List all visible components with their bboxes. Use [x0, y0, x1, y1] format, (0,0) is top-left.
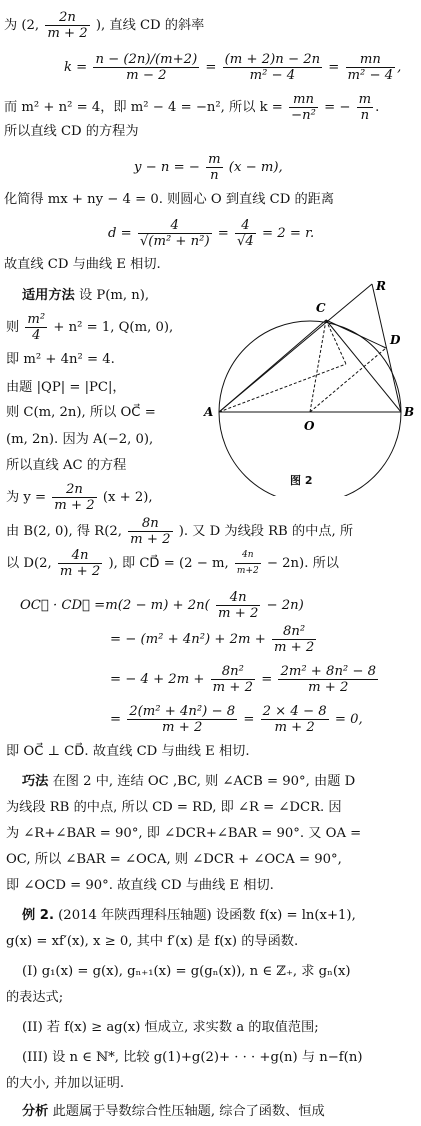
- derivation-line-4: = $\frac{\text{2(m² + 4n²) − 8}}{m + 2}$ = $\frac{2 \times 4 - 8}{m + 2}$ = 0,: [110, 704, 363, 735]
- text-line-1: [4, 10, 204, 41]
- trick-line-5: 即 ∠OCD = 90°. 故直线 CD 与曲线 E 相切.: [6, 878, 274, 893]
- label-C: C: [316, 301, 326, 315]
- derivation-line-2: = − (m² + 4n²) + 2m + $\frac{\text{8n²}}{m + 2}$: [110, 624, 315, 655]
- method-line-5: 则 C(m, 2n), 所以 OC⃗ =: [6, 405, 156, 420]
- example-line-5: (II) 若 f(x) ≥ ag(x) 恒成立, 求实数 a 的取值范围;: [22, 1020, 319, 1035]
- example-line-2: g(x) = xf′(x), x ≥ 0, 其中 f′(x) 是 f(x) 的导函数.: [6, 934, 299, 949]
- label-R: R: [376, 279, 386, 293]
- example-line-3: (I) g₁(x) = g(x), gₙ₊₁(x) = g(gₙ(x)), n ∈ ℤ₊, 求 gₙ(x): [22, 964, 351, 979]
- method-line-7: 所以直线 AC 的方程: [6, 458, 127, 473]
- line-CQ: [326, 320, 346, 364]
- line-RB: [372, 284, 401, 412]
- label-A: A: [204, 405, 214, 419]
- para-line-1: 由 B(2, 0), 得 R(2, $\frac{8n}{m + 2}$ ). 又 D 为线段 RB 的中点, 所: [6, 516, 354, 547]
- example-line-4: 的表达式;: [6, 990, 64, 1005]
- line-AQ: [219, 364, 346, 412]
- para-line-2: 以 D(2, $\frac{4n}{m + 2}$ ), 即 CD⃗ = (2 − m, $\frac{4n}{m+2}$ − 2n). 所以: [6, 548, 339, 579]
- text: 为 (2,: [4, 18, 40, 33]
- text-line-8: 故直线 CD 与曲线 E 相切.: [4, 257, 161, 272]
- label-O: O: [304, 419, 315, 433]
- trick-line-2: 为线段 RB 的中点, 所以 CD = RD, 即 ∠R = ∠DCR. 因: [6, 800, 342, 815]
- derivation-line-1: OC⃗ · CD⃗ =m(2 − m) + 2n( $\frac{4n}{m + 2}$ − 2n): [20, 590, 304, 621]
- analysis-line-1: 分析 此题属于导数综合性压轴题, 综合了函数、恒成: [22, 1104, 325, 1119]
- example-line-7: 的大小, 并加以证明.: [6, 1076, 125, 1091]
- label-D: D: [390, 333, 401, 347]
- derivation-line-3: = − 4 + 2m + $\frac{\text{8n²}}{m + 2}$ = $\frac{\text{2m² + 8n² − 8}}{m + 2}$: [110, 664, 377, 695]
- method-line-4: 由题 |QP| = |PC|，: [6, 380, 126, 395]
- text-line-3: 而 m² + n² = 4，即 m² − 4 = −n², 所以 k = $\frac{mn}{\text{−n²}}$ = − $\frac{m}{n}$ .: [4, 92, 380, 123]
- example-line-1: 例 2. (2014 年陕西理科压轴题) 设函数 f(x) = ln(x+1),: [22, 908, 356, 923]
- text-line-4: 所以直线 CD 的方程为: [4, 124, 139, 139]
- distance-equation: d = $\frac{4}{\text{√(m² + n²)}}$ = $\frac{4}{√4}$ = 2 = r.: [108, 218, 315, 249]
- method-line-2: 则 $\frac{\text{m²}}{4}$ + n² = 1, Q(m, 0),: [6, 312, 174, 343]
- trick-line-4: OC, 所以 ∠BAR = ∠OCA, 则 ∠DCR + ∠OCA = 90°,: [6, 852, 342, 867]
- trick-line-3: 为 ∠R+∠BAR = 90°, 即 ∠DCR+∠BAR = 90°. 又 OA =: [6, 826, 362, 841]
- method-line-3: 即 m² + 4n² = 4.: [6, 352, 115, 367]
- text-line-6: 化简得 mx + ny − 4 = 0. 则圆心 O 到直线 CD 的距离: [4, 192, 335, 207]
- example-line-6: (III) 设 n ∈ ℕ*, 比较 g(1)+g(2)+ · · · +g(n) 与 n−f(n): [22, 1050, 363, 1065]
- line-CD: [326, 320, 386, 348]
- method-line-1: 适用方法 设 P(m, n),: [22, 288, 150, 303]
- method-line-6: (m, 2n). 因为 A(−2, 0),: [6, 432, 154, 447]
- trick-line-1: 巧法 在图 2 中, 连结 OC ,BC, 则 ∠ACB = 90°, 由题 D: [22, 774, 356, 789]
- geometry-figure: [200, 276, 415, 496]
- circle-E: [219, 321, 401, 496]
- derivation-conclusion: 即 OC⃗ ⊥ CD⃗. 故直线 CD 与曲线 E 相切.: [6, 744, 250, 759]
- figure-caption: 图 2: [290, 474, 313, 487]
- text: ), 直线 CD 的斜率: [95, 18, 205, 33]
- line-equation: y − n = − $\frac{m}{n}$ (x − m),: [134, 152, 283, 183]
- fraction: $\frac{2n}{m + 2}$: [47, 10, 88, 41]
- label-B: B: [404, 405, 415, 419]
- line-AC: [219, 320, 326, 412]
- method-line-8: 为 y = $\frac{2n}{m + 2}$ (x + 2),: [6, 482, 153, 513]
- slope-equation: k = $\frac{n - (2n)/(m+2)}{m - 2}$ = $\frac{(m + 2)n - 2n}{\text{m² − 4}}$ = $\frac{mn}{\text{m² − 4}}$ ,: [64, 52, 402, 83]
